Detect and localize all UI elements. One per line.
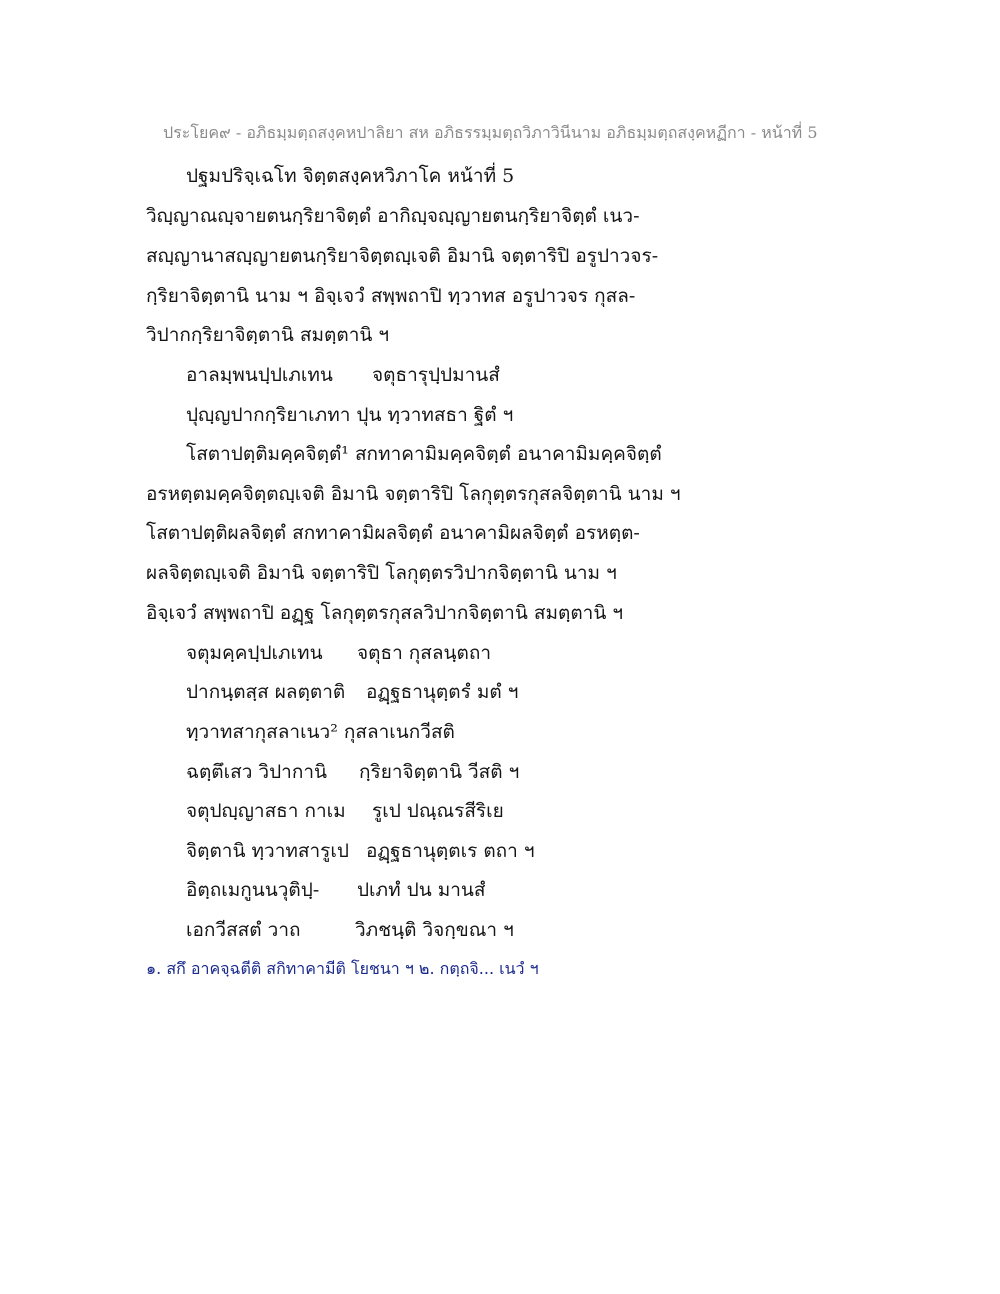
verse-line: จตุมคฺคปฺปเภเทน	[186, 642, 323, 664]
verse-line-second-half: กฺริยาจิตฺตานิ วีสติ ฯ	[359, 761, 520, 783]
verse-line: ปากนฺตสฺส ผลตฺตาติ	[186, 681, 346, 703]
verse-line: อิตฺถเมกูนนวุติปฺ-	[186, 879, 320, 901]
chapter-heading: ปฐมปริจฺเฉโท จิตฺตสงฺคหวิภาโค หน้าที่ 5	[186, 165, 515, 187]
text-line: โสตาปตฺติมคฺคจิตฺตํ¹ สกทาคามิมคฺคจิตฺตํ อนาคามิมคฺคจิตฺตํ	[186, 443, 662, 465]
verse-line: อาลมฺพนปฺปเภเทน	[186, 364, 333, 386]
page-header: ประโยค๙ - อภิธมฺมตฺถสงฺคหปาลิยา สห อภิธรรมฺมตฺถวิภาวินีนาม อภิธมฺมตฺถสงฺคหฏีกา - หน้าที่ 5	[163, 123, 818, 142]
text-line: สญฺญานาสญฺญายตนกฺริยาจิตฺตญฺเจติ อิมานิ จตฺตาริปิ อรูปาวจร-	[146, 245, 659, 267]
text-line: วิปากกฺริยาจิตฺตานิ สมตฺตานิ ฯ	[146, 324, 390, 346]
verse-line-second-half: จตุธา กุสลนฺตถา	[357, 642, 492, 664]
text-line: ผลจิตฺตญฺเจติ อิมานิ จตฺตาริปิ โลกุตฺตรวิปากจิตฺตานิ นาม ฯ	[146, 562, 617, 584]
text-line: วิญฺญาณญฺจายตนกฺริยาจิตฺตํ อากิญฺจญฺญายตนกฺริยาจิตฺตํ เนว-	[146, 205, 640, 227]
text-line: โสตาปตฺติผลจิตฺตํ สกทาคามิผลจิตฺตํ อนาคามิผลจิตฺตํ อรหตฺต-	[146, 522, 640, 544]
verse-line-second-half: รูเป ปณฺณรสีริเย	[372, 800, 504, 822]
verse-line-second-half: อฏฺฐธานุตฺตรํ มตํ ฯ	[366, 681, 519, 703]
verse-line: ฉตฺตึเสว วิปากานิ	[186, 761, 327, 783]
verse-line: ปุญฺญปากกฺริยาเภทา ปุน ทฺวาทสธา ฐิตํ ฯ	[186, 404, 514, 426]
text-line: อรหตฺตมคฺคจิตฺตญฺเจติ อิมานิ จตฺตาริปิ โลกุตฺตรกุสลจิตฺตานิ นาม ฯ	[146, 483, 681, 505]
verse-line: จิตฺตานิ ทฺวาทสารูเป	[186, 840, 349, 862]
verse-line-second-half: วิภชนฺติ วิจกฺขณา ฯ	[355, 919, 514, 941]
verse-line: ทฺวาทสากุสลาเนว² กุสลาเนกวีสติ	[186, 721, 455, 743]
text-line: อิจฺเจวํ สพฺพถาปิ อฏฺฐ โลกุตฺตรกุสลวิปากจิตฺตานิ สมตฺตานิ ฯ	[146, 602, 624, 624]
footnote: ๑. สกึ อาคจฺฉตีติ สกิทาคามีติ โยชนา ฯ ๒. กตฺถจิ... เนวํ ฯ	[146, 959, 539, 978]
verse-line-second-half: จตุธารุปฺปมานสํ	[372, 364, 500, 386]
verse-line-second-half: อฏฺฐธานุตฺตเร ตถา ฯ	[366, 840, 535, 862]
verse-line: เอกวีสสตํ วาถ	[186, 919, 301, 941]
verse-line: จตุปญฺญาสธา กาเม	[186, 800, 346, 822]
verse-line-second-half: ปเภทํ ปน มานสํ	[357, 879, 486, 901]
text-line: กฺริยาจิตฺตานิ นาม ฯ อิจฺเจวํ สพฺพถาปิ ทฺวาทส อรูปาวจร กุสล-	[146, 285, 636, 307]
